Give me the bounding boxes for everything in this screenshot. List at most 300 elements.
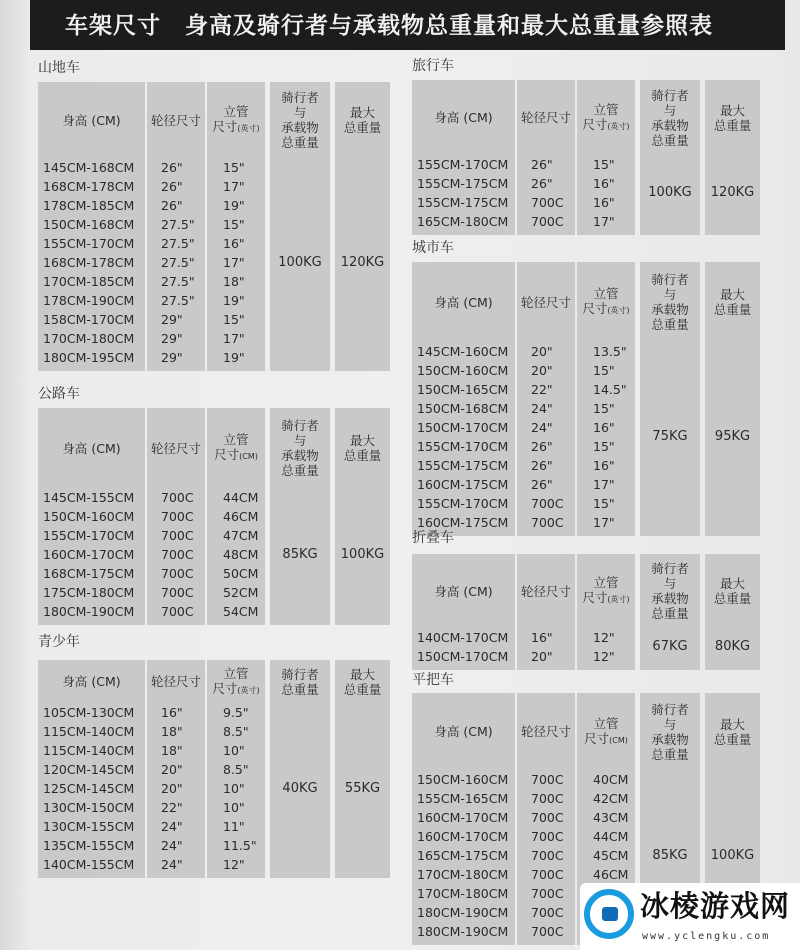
cell: 26" [531, 477, 553, 492]
header-height: 身高 (CM) [62, 112, 121, 128]
section-label: 山地车 [38, 60, 80, 76]
cell: 700C [531, 867, 564, 882]
cell: 165CM-180CM [417, 214, 509, 229]
max-total-value: 55KG [344, 780, 381, 796]
cell: 700C [531, 924, 564, 939]
column-height [38, 408, 145, 625]
column-header [412, 693, 515, 770]
rider-total-value: 100KG [278, 254, 322, 270]
header-line: 与 [663, 102, 677, 118]
column-height [38, 82, 145, 371]
cell: 140CM-170CM [417, 630, 509, 645]
header-line: 总重量 [281, 135, 319, 150]
cell: 16" [161, 705, 183, 720]
cell: 168CM-175CM [43, 566, 135, 581]
header-stem-line2 [582, 590, 629, 607]
cell: 8.5" [223, 724, 249, 739]
header-stem [582, 575, 629, 607]
header-stem-unit: (CM) [609, 735, 628, 745]
header-stem-size: 尺寸 [212, 680, 238, 696]
header-stem [584, 716, 628, 748]
cell: 130CM-155CM [43, 819, 135, 834]
column-header [517, 80, 575, 155]
cell: 29" [161, 312, 183, 327]
cell: 15" [593, 496, 615, 511]
column-max-total [705, 262, 760, 536]
column-rider-total [270, 408, 330, 625]
cell: 700C [531, 772, 564, 787]
cell: 155CM-175CM [417, 458, 509, 473]
header-line: 总重量 [651, 132, 689, 148]
cell: 700C [531, 214, 564, 229]
cell: 16" [593, 458, 615, 473]
column-wheel [517, 80, 575, 235]
header-line: 总重量 [281, 681, 319, 697]
column-header [270, 408, 330, 488]
cell: 700C [531, 195, 564, 210]
cell: 50CM [223, 566, 259, 581]
cell: 24" [161, 838, 183, 853]
cell: 150CM-170CM [417, 420, 509, 435]
header-line: 总重量 [343, 448, 382, 463]
cell: 170CM-180CM [43, 331, 135, 346]
column-header [335, 82, 390, 158]
column-stem [207, 408, 265, 625]
cell: 15" [593, 401, 615, 416]
header-line: 总重量 [343, 120, 382, 135]
cell: 700C [531, 848, 564, 863]
column-header [577, 554, 635, 628]
column-stem [207, 82, 265, 371]
cell: 700C [531, 791, 564, 806]
header-line: 骑行者 [281, 418, 319, 433]
cell: 15" [593, 157, 615, 172]
column-height [38, 660, 145, 878]
column-header [412, 80, 515, 155]
cell: 26" [531, 458, 553, 473]
cell: 700C [161, 566, 194, 581]
header-stem-unit: (英寸) [237, 685, 260, 695]
cell: 27.5" [161, 293, 195, 308]
header-wheel: 轮径尺寸 [520, 583, 571, 599]
header-line: 与 [663, 576, 677, 591]
header-rider-total [281, 418, 319, 478]
column-header [207, 660, 265, 703]
header-line: 骑行者 [651, 87, 689, 103]
column-header [335, 660, 390, 703]
cell: 20" [531, 363, 553, 378]
cell: 10" [223, 781, 245, 796]
header-line: 与 [293, 433, 307, 448]
header-line: 承载物 [281, 120, 319, 135]
cell: 20" [531, 344, 553, 359]
cell: 10" [223, 743, 245, 758]
cell: 105CM-130CM [43, 705, 135, 720]
column-max-total [335, 408, 390, 625]
cell: 700C [531, 810, 564, 825]
header-max-total [714, 717, 752, 747]
cell: 17" [223, 331, 245, 346]
header-rider-total [651, 88, 689, 148]
cell: 140CM-155CM [43, 857, 135, 872]
cell: 54CM [223, 604, 259, 619]
header-max-total [344, 667, 382, 697]
header-line: 与 [293, 105, 307, 120]
cell: 15" [593, 439, 615, 454]
cell: 700C [161, 585, 194, 600]
rider-total-value: 85KG [652, 847, 688, 863]
header-max-total [714, 103, 752, 133]
column-wheel [147, 408, 205, 625]
header-line: 骑行者 [281, 90, 319, 105]
header-line: 最大 [349, 666, 375, 682]
cell: 12" [223, 857, 245, 872]
header-stem-unit: (英寸) [607, 595, 630, 604]
column-header [517, 262, 575, 342]
cell: 155CM-170CM [417, 157, 509, 172]
cell: 150CM-168CM [43, 217, 135, 232]
cell: 45CM [593, 848, 629, 863]
cell: 15" [593, 363, 615, 378]
cell: 145CM-168CM [43, 160, 135, 175]
column-header [705, 554, 760, 628]
cell: 170CM-180CM [417, 867, 509, 882]
header-stem-size: 尺寸 [582, 301, 608, 316]
header-line: 总重量 [713, 302, 752, 317]
column-header [577, 262, 635, 342]
column-header [517, 693, 575, 770]
header-stem-line1: 立管 [593, 715, 619, 731]
header-wheel: 轮径尺寸 [520, 294, 571, 310]
header-stem-size: 尺寸 [212, 119, 238, 134]
cell: 29" [161, 331, 183, 346]
cell: 180CM-190CM [417, 924, 509, 939]
rider-total-value: 100KG [648, 185, 692, 200]
cell: 160CM-175CM [417, 477, 509, 492]
column-stem [577, 554, 635, 670]
header-stem-line1: 立管 [593, 575, 619, 590]
header-wheel: 轮径尺寸 [150, 674, 201, 689]
column-wheel [517, 554, 575, 670]
header-wheel: 轮径尺寸 [150, 112, 201, 128]
cell: 26" [161, 198, 183, 213]
cell: 150CM-168CM [417, 401, 509, 416]
cell: 42CM [593, 791, 629, 806]
cell: 20" [161, 762, 183, 777]
header-line: 承载物 [651, 591, 689, 606]
cell: 27.5" [161, 217, 195, 232]
header-line: 最大 [719, 716, 745, 732]
cell: 700C [531, 905, 564, 920]
cell: 47CM [223, 528, 259, 543]
cell: 26" [161, 179, 183, 194]
cell: 180CM-190CM [417, 905, 509, 920]
cell: 10" [223, 800, 245, 815]
column-wheel [147, 660, 205, 878]
header-stem-line1: 立管 [223, 432, 249, 447]
cell: 165CM-175CM [417, 848, 509, 863]
header-line: 总重量 [343, 681, 382, 697]
cell: 125CM-145CM [43, 781, 135, 796]
cell: 150CM-160CM [417, 363, 509, 378]
cell: 150CM-170CM [417, 649, 509, 664]
header-line: 与 [663, 287, 677, 302]
cell: 12" [593, 649, 615, 664]
column-rider-total [640, 554, 700, 670]
header-stem [582, 286, 629, 318]
rider-total-value: 85KG [282, 546, 318, 562]
column-header [412, 554, 515, 628]
header-line: 总重量 [713, 117, 752, 133]
cell: 155CM-175CM [417, 195, 509, 210]
watermark-name: 冰棱游戏网 [640, 889, 791, 923]
cell: 150CM-165CM [417, 382, 509, 397]
column-header [147, 660, 205, 703]
cell: 170CM-180CM [417, 886, 509, 901]
header-line: 最大 [719, 576, 745, 591]
column-stem [577, 262, 635, 536]
header-line: 承载物 [651, 117, 689, 133]
column-header [640, 554, 700, 628]
column-height [412, 80, 515, 235]
header-stem-unit: (英寸) [607, 121, 630, 131]
header-line: 骑行者 [651, 561, 689, 576]
cell: 115CM-140CM [43, 743, 135, 758]
header-stem-unit: (英寸) [607, 306, 630, 315]
cell: 700C [161, 509, 194, 524]
column-header [517, 554, 575, 628]
header-max-total [714, 576, 752, 606]
header-stem-line2 [582, 117, 629, 134]
header-line: 总重量 [651, 317, 689, 332]
column-wheel [517, 262, 575, 536]
header-stem-unit: (英寸) [237, 124, 260, 133]
cell: 26" [531, 176, 553, 191]
cell: 29" [161, 350, 183, 365]
header-stem-line1: 立管 [593, 101, 619, 117]
cell: 700C [161, 547, 194, 562]
cell: 178CM-185CM [43, 198, 135, 213]
header-stem [212, 666, 259, 698]
cell: 15" [223, 160, 245, 175]
header-stem-line2 [214, 447, 258, 464]
header-line: 总重量 [281, 463, 319, 478]
cell: 13.5" [593, 344, 627, 359]
cell: 46CM [593, 867, 629, 882]
cell: 175CM-180CM [43, 585, 135, 600]
cell: 14.5" [593, 382, 627, 397]
cell: 44CM [223, 490, 259, 505]
max-total-value: 120KG [340, 254, 385, 270]
cell: 700C [531, 515, 564, 530]
header-stem-line2 [212, 119, 259, 136]
header-line: 承载物 [651, 302, 689, 317]
column-header [147, 408, 205, 488]
cell: 19" [223, 350, 245, 365]
header-height: 身高 (CM) [434, 294, 493, 310]
cell: 16" [593, 176, 615, 191]
cell: 17" [223, 255, 245, 270]
column-header [38, 660, 145, 703]
max-total-value: 80KG [714, 639, 751, 654]
cell: 11.5" [223, 838, 257, 853]
cell: 170CM-185CM [43, 274, 135, 289]
header-wheel: 轮径尺寸 [520, 724, 571, 739]
column-header [412, 262, 515, 342]
chart-title: 车架尺寸 身高及骑行者与承载物总重量和最大总重量参照表 [30, 0, 785, 50]
column-header [577, 80, 635, 155]
header-height: 身高 (CM) [62, 674, 121, 689]
section-label: 折叠车 [412, 530, 454, 546]
cell: 24" [161, 819, 183, 834]
cell: 155CM-170CM [43, 236, 135, 251]
column-header [147, 82, 205, 158]
cell: 700C [531, 496, 564, 511]
section-label: 旅行车 [412, 58, 454, 74]
cell: 135CM-155CM [43, 838, 135, 853]
header-stem-line2 [212, 681, 259, 698]
header-wheel: 轮径尺寸 [520, 110, 571, 125]
cell: 40CM [593, 772, 629, 787]
cell: 52CM [223, 585, 259, 600]
cell: 15" [223, 217, 245, 232]
cell: 155CM-170CM [417, 439, 509, 454]
header-stem-line1: 立管 [223, 104, 249, 119]
header-stem-size: 尺寸 [584, 730, 610, 746]
cell: 700C [531, 886, 564, 901]
section-label: 公路车 [38, 386, 80, 402]
header-rider-total [651, 272, 689, 332]
cell: 155CM-175CM [417, 176, 509, 191]
cell: 180CM-190CM [43, 604, 135, 619]
cell: 16" [593, 195, 615, 210]
cell: 27.5" [161, 274, 195, 289]
header-stem-line2 [584, 731, 628, 748]
column-header [640, 693, 700, 770]
column-header [640, 80, 700, 155]
header-height: 身高 (CM) [434, 110, 493, 125]
header-stem-size: 尺寸 [582, 116, 608, 132]
cell: 168CM-178CM [43, 255, 135, 270]
header-height: 身高 (CM) [434, 583, 493, 599]
header-rider-total [651, 561, 689, 621]
header-line: 骑行者 [651, 272, 689, 287]
watermark-url: www.yclengku.com [642, 931, 771, 942]
column-max-total [705, 554, 760, 670]
cell: 11" [223, 819, 245, 834]
section-label: 城市车 [412, 240, 454, 256]
cell: 130CM-150CM [43, 800, 135, 815]
cell: 17" [223, 179, 245, 194]
cell: 44CM [593, 829, 629, 844]
header-stem-line1: 立管 [593, 286, 619, 301]
cell: 17" [593, 477, 615, 492]
cell: 158CM-170CM [43, 312, 135, 327]
header-stem-line2 [582, 301, 629, 318]
max-total-value: 120KG [710, 185, 755, 200]
cell: 27.5" [161, 236, 195, 251]
column-header [270, 660, 330, 703]
header-rider-total [281, 667, 319, 697]
max-total-value: 100KG [340, 546, 385, 562]
column-rider-total [270, 660, 330, 878]
cell: 24" [531, 420, 553, 435]
cell: 168CM-178CM [43, 179, 135, 194]
cell: 12" [593, 630, 615, 645]
column-stem [577, 80, 635, 235]
column-rider-total [270, 82, 330, 371]
header-line: 骑行者 [281, 666, 319, 682]
header-max-total [344, 433, 382, 463]
cell: 120CM-145CM [43, 762, 135, 777]
cell: 18" [161, 724, 183, 739]
cell: 160CM-175CM [417, 515, 509, 530]
column-wheel [517, 693, 575, 945]
cell: 180CM-195CM [43, 350, 135, 365]
column-rider-total [640, 262, 700, 536]
header-line: 最大 [719, 102, 745, 118]
header-height: 身高 (CM) [62, 440, 121, 456]
cell: 9.5" [223, 705, 249, 720]
cell: 17" [593, 214, 615, 229]
header-stem [212, 104, 259, 136]
header-wheel: 轮径尺寸 [150, 440, 201, 456]
cell: 26" [161, 160, 183, 175]
header-stem-size: 尺寸 [214, 447, 240, 462]
column-header [705, 262, 760, 342]
column-max-total [335, 82, 390, 371]
cell: 700C [531, 829, 564, 844]
cell: 115CM-140CM [43, 724, 135, 739]
rider-total-value: 75KG [652, 429, 688, 444]
cell: 24" [161, 857, 183, 872]
header-line: 最大 [719, 287, 745, 302]
rider-total-value: 67KG [652, 639, 688, 654]
header-line: 总重量 [713, 591, 752, 606]
cell: 16" [223, 236, 245, 251]
column-wheel [147, 82, 205, 371]
cell: 18" [161, 743, 183, 758]
column-header [38, 408, 145, 488]
cell: 19" [223, 198, 245, 213]
cell: 15" [223, 312, 245, 327]
cell: 178CM-190CM [43, 293, 135, 308]
cell: 22" [531, 382, 553, 397]
header-line: 总重量 [713, 731, 752, 747]
header-line: 承载物 [281, 448, 319, 463]
header-line: 总重量 [651, 606, 689, 621]
column-rider-total [640, 80, 700, 235]
cell: 48CM [223, 547, 259, 562]
column-height [412, 554, 515, 670]
section-label: 青少年 [38, 634, 80, 650]
cell: 18" [223, 274, 245, 289]
header-max-total [344, 105, 382, 135]
cell: 700C [161, 604, 194, 619]
column-header [207, 82, 265, 158]
column-stem [207, 660, 265, 878]
cell: 150CM-160CM [417, 772, 509, 787]
header-line: 骑行者 [651, 701, 689, 717]
cell: 160CM-170CM [417, 810, 509, 825]
cell: 155CM-170CM [43, 528, 135, 543]
cell: 43CM [593, 810, 629, 825]
cell: 19" [223, 293, 245, 308]
cell: 160CM-170CM [43, 547, 135, 562]
cell: 20" [161, 781, 183, 796]
cell: 22" [161, 800, 183, 815]
cell: 16" [531, 630, 553, 645]
